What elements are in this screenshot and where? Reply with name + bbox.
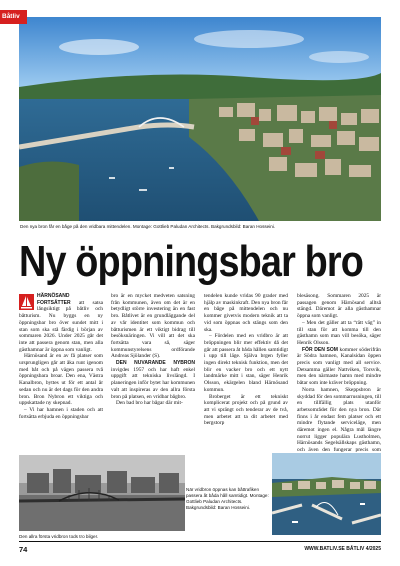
- hero-photo: [19, 17, 381, 221]
- lead-text: HÄRNÖSAND FORTSÄTTER: [37, 293, 71, 306]
- paragraph: Norra hamnen, Skeppsbron är skyddad för den sommarrusningen, till en tillfällig plats utanför arbetsområdet för den nya bron. Där finns i år endast fem platser och ett mindre flytande serviceläge, men däremot ingen el. Några mål längre norrut ligger populära Lustholmen, Härnösands Segelsällskaps gästhamn, och även den fungerar precis som: [297, 386, 381, 454]
- paragraph: bro är en mycket medveten satsning från kommunen, även om det är en betydligt större investering än en fast bro. Båtlivet är en grundläggande del av vår identitet som kommun och båtturismen är ett viktigt bidrag till besöksnäringen. Vi vill att det ska fortsätta vara så, säger kommunstyrelsens ordförande Andreas Sjölander (S).: [111, 293, 195, 360]
- paragraph: tendelen kunde vridas 90 grader med hjälp av maskinkraft. Den nya bron får en båge på mittendelen och nu kommer givetvis modern teknik att ta vid som öppnas och stängs som den ska.: [204, 293, 288, 333]
- paragraph: Den bad bro har bågar där mit-: [116, 400, 183, 407]
- paragraph: – Vi har hamnen i staden och att fortsätta erbjuda en öppningsbar: [19, 406, 103, 420]
- paragraph-text: invigdes 1957 och har haft enkel uppgift att tekniska livslängd. I planeringen inför bytet har kommunen valt att inspireras av den allra första bron på platsen, en vridbar bågbro.: [111, 366, 195, 400]
- column-1: [19, 293, 103, 420]
- sailboat-icon: [19, 294, 34, 310]
- paragraph: Härnösand är en av få platser som ursprungligen går att åka runt igenom med båt och på vägen passera två öppningsbara broar. Den ena, Västra Kanalbron, byttes ut för ett antal år sedan och nu är det dags för den andra bron. Bron Nybron ett viktiga och uppskattade ny skepnad.: [19, 353, 103, 407]
- paragraph: [111, 360, 195, 400]
- historic-photo: [19, 455, 185, 531]
- footer-rule: [19, 541, 381, 542]
- paragraph: [19, 293, 103, 353]
- subhead: FÖR DEN SOM: [302, 346, 338, 353]
- column-3: [204, 293, 288, 427]
- paragraph: blesäsong. Sommaren 2025 är passagen genom Härnösand alltså stängd. Däremot är alla gästhamnar öppna som vanligt.: [297, 293, 381, 320]
- footer-publication: WWW.BATLIV.SE BÅTLIV 4/2025: [304, 546, 381, 552]
- paragraph-text: kommer söderifrån är Södra hamnen, Kanalsidan öppen precis som vanligt med all service. Detsamma gäller Nattviken, Torsvik, men den närmaste hamn med mindre båtar som inte kräver bröppning.: [297, 346, 382, 387]
- paragraph-text: att satsa långsiktigt på båtliv och båtturism. Nu byggs en ny öppningsbar bro över sundet mitt i stan som ska stå färdig i början av sommaren 2026. Under 2025 går det inte att passera genom stan, men alla gästhamnar är öppna som vanligt.: [19, 299, 103, 353]
- paragraph: Broberget är ett tekniskt komplicerat projekt och på grund av att vi sprängt och tenderar av de två, men arbetet att ta dit arbetet med bergstorp: [204, 393, 288, 427]
- paragraph: [297, 347, 381, 387]
- bridge-montage-caption: När vridbron öppnas kan båttrafiken passera åt båda håll samtidigt. Montage: Gottlieb Paludan Architects. Bakgrundsbild: Baran Hosseini.: [186, 487, 269, 510]
- headline: Ny öppningsbar bro: [19, 237, 363, 286]
- subhead: DEN NUVARANDE NYBRON: [116, 360, 195, 367]
- historic-photo-caption: Den allra första vridbron tods tro bilger.: [19, 534, 99, 539]
- section-tag: Båtliv: [0, 10, 27, 24]
- page-number: 74: [19, 545, 28, 554]
- bridge-montage-photo: [272, 453, 381, 535]
- paragraph: – Men det gäller att ta “rätt väg” in till stan för att komma till den gästhamn som man vill besöka, säger Henrik Olsson.: [297, 319, 381, 346]
- column-2: [111, 293, 195, 407]
- hero-caption: Den nya bron får en båge på den vridbara mittendelen. Montage: Gottlieb Paludan Architects. Bakgrundsbild: Baran Hosseini.: [20, 224, 276, 229]
- paragraph: – Fördelen med en vridbro är att bröppningen blir mer effektiv då det går att passera åt båda hållen samtidigt i upp till läge. Själva brgen fyller ingen direkt teknisk funktion, men det blir en vacker bro och ett nytt landmärke mitt i stan, säger Henrik Olsson, ekärgelen bland Härnösand kommun.: [204, 333, 288, 393]
